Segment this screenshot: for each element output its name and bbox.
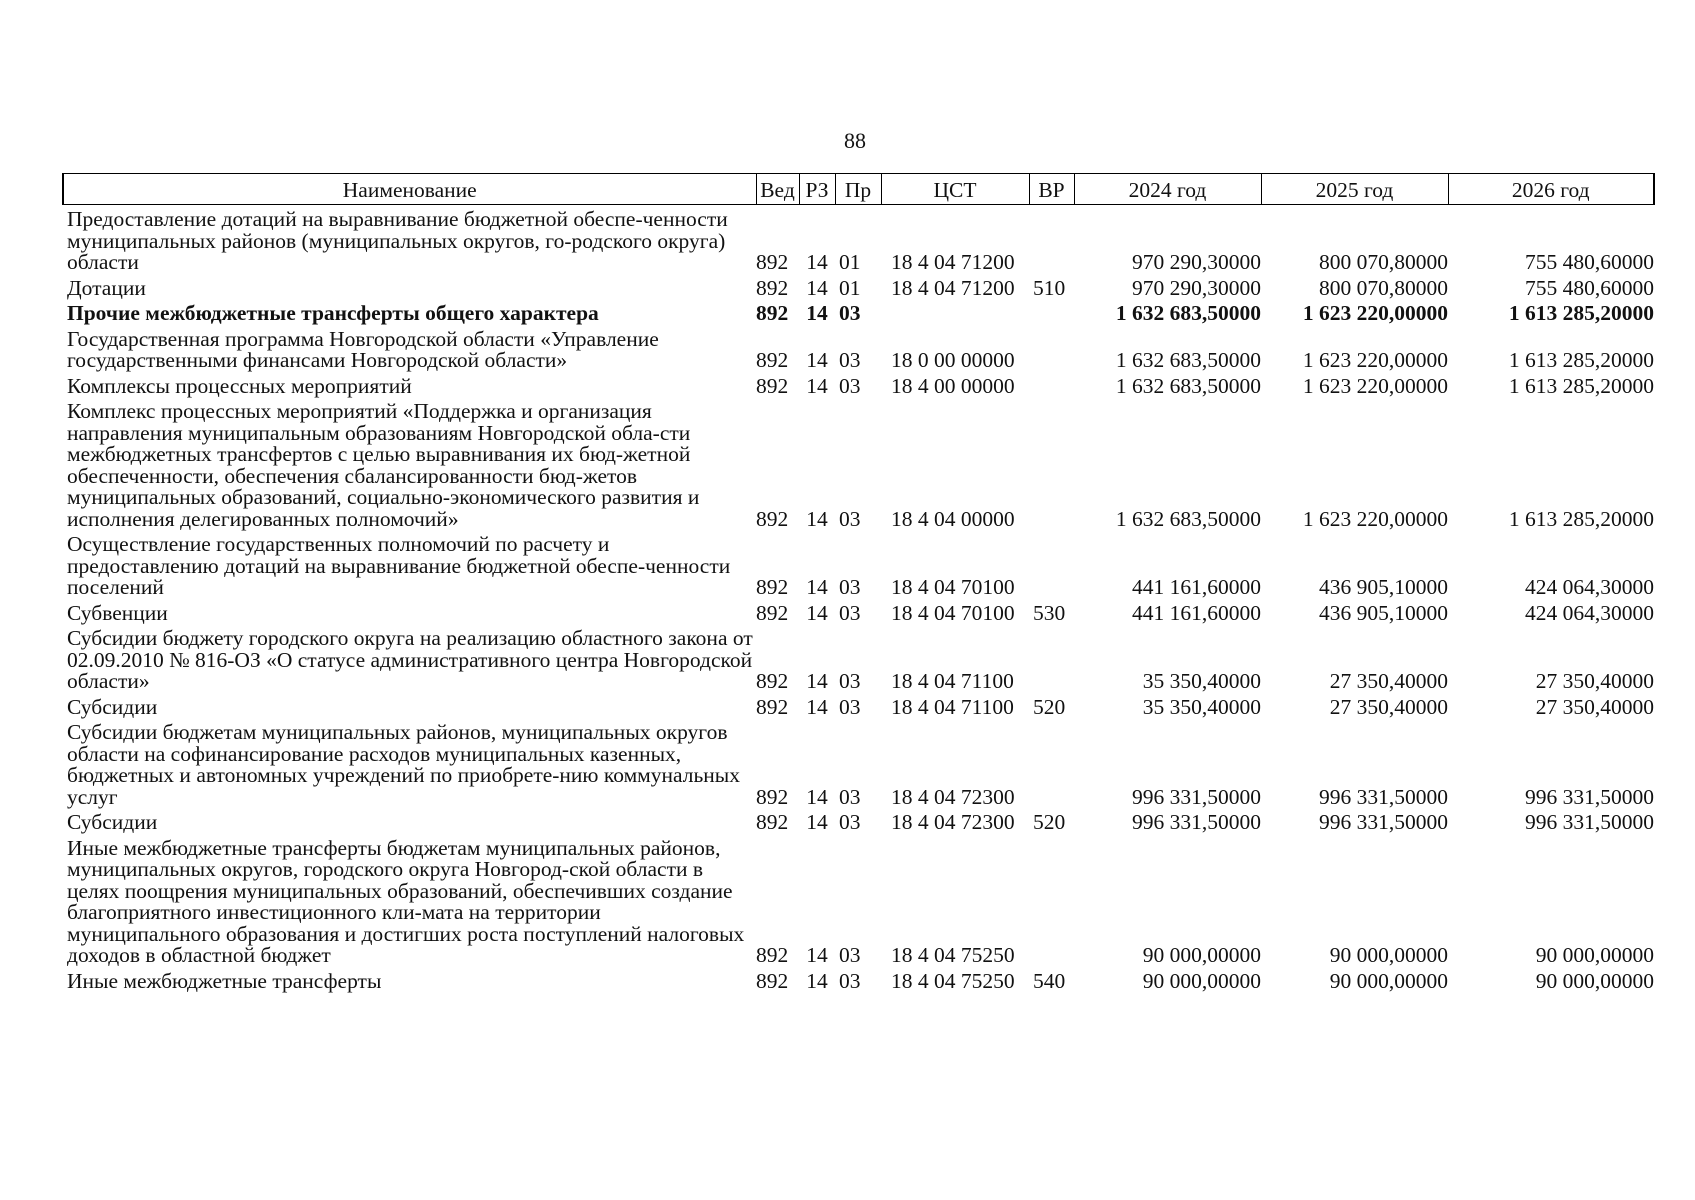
row-vr: 540 [1033, 968, 1066, 993]
page-number: 88 [844, 128, 866, 153]
row-amount-2026: 1 613 285,20000 [1508, 373, 1654, 398]
header-pr: Пр [835, 174, 881, 205]
row-vr [1029, 624, 1074, 693]
row-rz: 14 [806, 301, 828, 325]
table-row [63, 693, 1654, 719]
row-rz: 14 [806, 600, 828, 625]
row-amount-2024: 35 350,40000 [1142, 694, 1261, 719]
row-pr: 03 [839, 968, 861, 993]
row-pr: 01 [839, 275, 861, 300]
row-amount-2026: 1 613 285,20000 [1508, 348, 1654, 372]
row-pr: 03 [839, 373, 861, 398]
row-name: Дотации [67, 275, 146, 300]
row-amount-2024: 90 000,00000 [1142, 943, 1261, 967]
row-amount-2025: 1 623 220,00000 [1302, 373, 1448, 398]
row-amount-2026: 424 064,30000 [1525, 600, 1654, 625]
table-row [63, 718, 1654, 808]
row-amount-2025: 27 350,40000 [1329, 669, 1448, 693]
table-row [63, 967, 1654, 993]
row-amount-2026: 755 480,60000 [1525, 275, 1654, 300]
table-row [63, 808, 1654, 834]
row-amount-2025: 996 331,50000 [1319, 810, 1448, 834]
row-name: Осуществление государственных полномочий по расчету и предоставлению дотаций на выравнивание бюджетной обеспе-ченности поселений [67, 532, 731, 599]
row-amount-2024: 996 331,50000 [1132, 810, 1261, 834]
row-amount-2025: 436 905,10000 [1319, 575, 1448, 599]
row-vr: 520 [1033, 810, 1066, 834]
row-amount-2025: 800 070,80000 [1319, 275, 1448, 300]
row-vr [1029, 397, 1074, 530]
row-cst: 18 4 04 70100 [891, 600, 1015, 625]
row-ved: 892 [756, 784, 789, 809]
row-cst [881, 299, 1029, 325]
row-pr: 03 [839, 301, 861, 325]
row-ved: 892 [756, 506, 789, 531]
row-amount-2025: 1 623 220,00000 [1302, 301, 1448, 325]
header-vr: ВР [1029, 174, 1074, 205]
row-amount-2025: 1 623 220,00000 [1302, 506, 1448, 531]
row-amount-2024: 1 632 683,50000 [1115, 301, 1261, 325]
row-name: Субсидии [67, 810, 158, 834]
row-rz: 14 [806, 694, 828, 719]
row-ved: 892 [756, 575, 789, 599]
row-amount-2024: 1 632 683,50000 [1115, 348, 1261, 372]
row-vr: 530 [1033, 600, 1066, 625]
row-pr: 01 [839, 250, 861, 274]
row-pr: 03 [839, 348, 861, 372]
row-name: Субвенции [67, 600, 168, 625]
table-row [63, 530, 1654, 599]
row-pr: 03 [839, 506, 861, 531]
row-amount-2024: 1 632 683,50000 [1115, 506, 1261, 531]
table-row [63, 624, 1654, 693]
row-rz: 14 [806, 575, 828, 599]
row-cst: 18 4 04 71200 [891, 250, 1015, 274]
table-row [63, 372, 1654, 398]
row-amount-2025: 800 070,80000 [1319, 250, 1448, 274]
row-ved: 892 [756, 968, 789, 993]
row-ved: 892 [756, 810, 789, 834]
row-rz: 14 [806, 250, 828, 274]
row-amount-2026: 424 064,30000 [1525, 575, 1654, 599]
row-cst: 18 4 04 75250 [891, 968, 1015, 993]
header-rz: РЗ [799, 174, 835, 205]
header-cst: ЦСТ [881, 174, 1029, 205]
row-rz: 14 [806, 784, 828, 809]
table-row [63, 325, 1654, 372]
row-pr: 03 [839, 694, 861, 719]
header-row [63, 174, 1654, 205]
table-row [63, 274, 1654, 300]
row-pr: 03 [839, 943, 861, 967]
row-amount-2024: 996 331,50000 [1132, 784, 1261, 809]
header-ved: Вед [756, 174, 799, 205]
row-vr [1029, 299, 1074, 325]
row-amount-2025: 436 905,10000 [1319, 600, 1448, 625]
row-ved: 892 [756, 373, 789, 398]
row-cst: 18 4 04 72300 [891, 784, 1015, 809]
row-vr [1029, 372, 1074, 398]
row-rz: 14 [806, 373, 828, 398]
row-rz: 14 [806, 506, 828, 531]
row-amount-2025: 27 350,40000 [1329, 694, 1448, 719]
row-ved: 892 [756, 694, 789, 719]
row-name: Государственная программа Новгородской области «Управление государственными финансами Новгородской области» [67, 326, 659, 372]
row-rz: 14 [806, 968, 828, 993]
row-amount-2024: 970 290,30000 [1132, 275, 1261, 300]
header-2025: 2025 год [1261, 174, 1448, 205]
table-row [63, 397, 1654, 530]
row-cst: 18 4 04 71200 [891, 275, 1015, 300]
row-cst: 18 4 04 71100 [891, 669, 1014, 693]
row-rz: 14 [806, 943, 828, 967]
row-cst: 18 4 04 72300 [891, 810, 1015, 834]
row-vr [1029, 718, 1074, 808]
table-row [63, 834, 1654, 967]
row-amount-2025: 1 623 220,00000 [1302, 348, 1448, 372]
row-amount-2024: 35 350,40000 [1142, 669, 1261, 693]
row-vr [1029, 205, 1074, 274]
row-ved: 892 [756, 669, 789, 693]
row-name: Комплексы процессных мероприятий [67, 373, 412, 398]
row-ved: 892 [756, 600, 789, 625]
row-cst: 18 4 04 71100 [891, 694, 1014, 719]
row-name: Иные межбюджетные трансферты [67, 968, 382, 993]
row-name: Предоставление дотаций на выравнивание бюджетной обеспе-ченности муниципальных районов (муниципальных округов, го-родского округа) области [67, 207, 728, 274]
table-body [63, 205, 1654, 993]
row-vr [1029, 834, 1074, 967]
row-amount-2026: 90 000,00000 [1535, 968, 1654, 993]
row-pr: 03 [839, 810, 861, 834]
row-name: Комплекс процессных мероприятий «Поддержка и организация направления муниципальным образованиям Новгородской обла-сти межбюджетных трансфертов с целью выравнивания их бюд-жетной обеспеченности, обеспечения сбалансированности бюд-жетов муниципальных образований, социально-экономического развития и исполнения делегированных полномочий» [67, 399, 700, 531]
row-amount-2026: 996 331,50000 [1525, 784, 1654, 809]
row-amount-2025: 90 000,00000 [1329, 968, 1448, 993]
row-amount-2025: 996 331,50000 [1319, 784, 1448, 809]
row-rz: 14 [806, 810, 828, 834]
row-name: Прочие межбюджетные трансферты общего характера [67, 301, 599, 325]
header-2026: 2026 год [1448, 174, 1654, 205]
row-pr: 03 [839, 784, 861, 809]
row-amount-2024: 90 000,00000 [1142, 968, 1261, 993]
table-row [63, 599, 1654, 625]
row-amount-2024: 970 290,30000 [1132, 250, 1261, 274]
row-amount-2026: 996 331,50000 [1525, 810, 1654, 834]
row-amount-2026: 1 613 285,20000 [1508, 301, 1654, 325]
table-row [63, 205, 1654, 274]
budget-table [62, 173, 1655, 992]
row-rz: 14 [806, 348, 828, 372]
row-cst: 18 4 04 75250 [891, 943, 1015, 967]
row-vr [1029, 530, 1074, 599]
row-name: Субсидии [67, 694, 158, 719]
table-row [63, 299, 1654, 325]
row-amount-2024: 1 632 683,50000 [1115, 373, 1261, 398]
row-pr: 03 [839, 600, 861, 625]
row-amount-2024: 441 161,60000 [1132, 575, 1261, 599]
row-vr: 520 [1033, 694, 1066, 719]
row-pr: 03 [839, 575, 861, 599]
row-cst: 18 0 00 00000 [891, 348, 1015, 372]
row-amount-2024: 441 161,60000 [1132, 600, 1261, 625]
row-ved: 892 [756, 275, 789, 300]
row-name: Иные межбюджетные трансферты бюджетам муниципальных районов, муниципальных округов, городского округа Новгород-ской области в целях поощрения муниципальных образований, обеспечивших создание благоприятного инвестиционного кли-мата на территории муниципального образования и достигших роста поступлений налоговых доходов в областной бюджет [67, 835, 745, 967]
row-ved: 892 [756, 250, 789, 274]
row-amount-2026: 755 480,60000 [1525, 250, 1654, 274]
row-rz: 14 [806, 275, 828, 300]
row-ved: 892 [756, 301, 789, 325]
row-ved: 892 [756, 943, 789, 967]
row-name: Субсидии бюджетам муниципальных районов, муниципальных округов области на софинансирование расходов муниципальных казенных, бюджетных и автономных учреждений по приобрете-нию коммунальных услуг [67, 720, 740, 809]
row-amount-2026: 1 613 285,20000 [1508, 506, 1654, 531]
row-pr: 03 [839, 669, 861, 693]
row-rz: 14 [806, 669, 828, 693]
row-vr [1029, 325, 1074, 372]
row-cst: 18 4 04 70100 [891, 575, 1015, 599]
row-amount-2025: 90 000,00000 [1329, 943, 1448, 967]
row-cst: 18 4 04 00000 [891, 506, 1015, 531]
header-name: Наименование [63, 174, 756, 205]
row-amount-2026: 27 350,40000 [1535, 669, 1654, 693]
row-ved: 892 [756, 348, 789, 372]
row-amount-2026: 90 000,00000 [1535, 943, 1654, 967]
table-header [63, 174, 1654, 205]
row-name: Субсидии бюджету городского округа на реализацию областного закона от 02.09.2010 № 816-ОЗ «О статусе административного центра Новгородской области» [67, 626, 753, 693]
header-2024: 2024 год [1074, 174, 1261, 205]
row-amount-2026: 27 350,40000 [1535, 694, 1654, 719]
row-vr: 510 [1033, 275, 1066, 300]
row-cst: 18 4 00 00000 [891, 373, 1015, 398]
